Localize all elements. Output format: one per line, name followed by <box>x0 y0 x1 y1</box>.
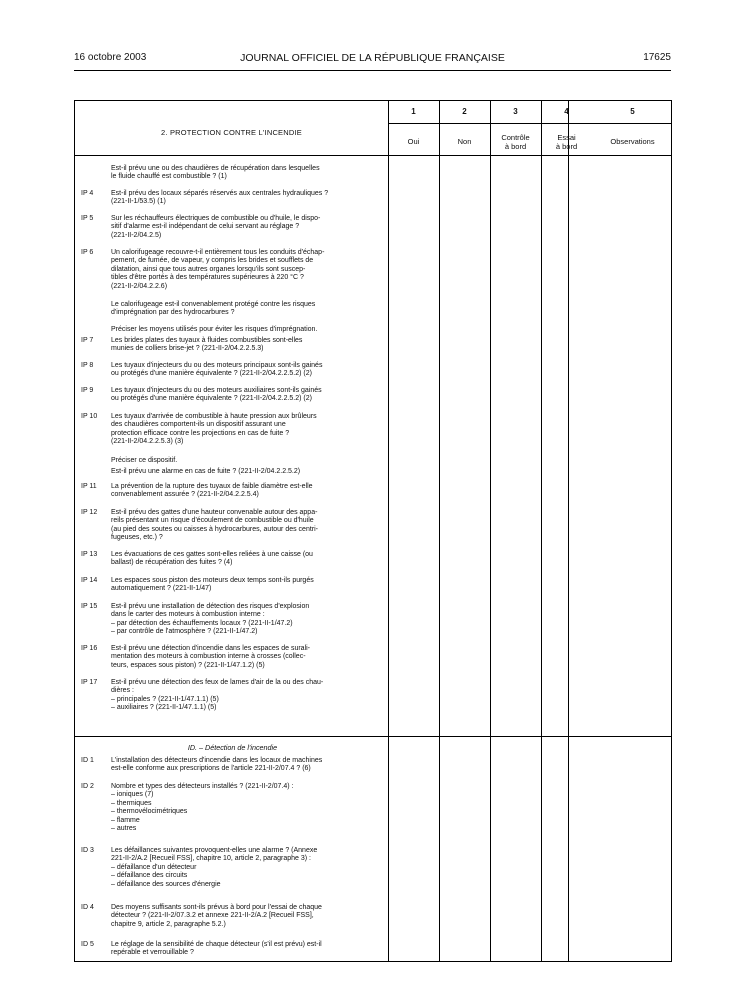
item-text: Préciser ce dispositif. <box>111 457 178 464</box>
item-text: Les tuyaux d'injecteurs du ou des moteurs auxiliaires sont-ils gainés ou protégés d'une manière équivalente ? (221-II-2/04.2.2.5.2) (2) <box>111 387 322 403</box>
item-text: Les évacuations de ces gattes sont-elles reliées à une caisse (ou ballast) de récupération des fuites ? (4) <box>111 551 313 567</box>
section-rule <box>75 736 671 737</box>
col-num-5: 5 <box>630 107 635 116</box>
col-divider <box>568 101 569 961</box>
item-text: Le calorifugeage est-il convenablement protégé contre les risques d'imprégnation par des hydrocarbures ? <box>111 301 316 317</box>
header-bottom-rule <box>75 155 671 156</box>
item-code: ID 1 <box>81 757 94 764</box>
item-code: ID 3 <box>81 847 94 854</box>
inspection-table <box>74 100 672 962</box>
item-code: ID 2 <box>81 783 94 790</box>
item-text: Un calorifugeage recouvre-t-il entièrement tous les conduits d'échap- pement, de fumée, de vapeur, y compris les brides et soufflets de dilatation, ainsi que tous autres organes lorsqu'ils sont suscep- tibles d'être portés à des températures supérieures à 220 °C ? (221-II-2/04.2.2.6) <box>111 249 325 290</box>
header-rule <box>74 70 671 71</box>
col-divider <box>439 101 440 961</box>
item-text: Est-il prévu des locaux séparés réservés aux centrales hydrauliques ? (221-II-1/53.5) (1) <box>111 190 329 206</box>
item-code: IP 11 <box>81 483 97 490</box>
item-text: Est-il prévu des gattes d'une hauteur convenable autour des appa- reils présentant un risque d'écoulement de combustible ou d'huile (au pied des soutes ou caisses à hydrocarbures, autour des centri- fugeuses, etc.) ? <box>111 509 319 542</box>
item-text: Préciser les moyens utilisés pour éviter les risques d'imprégnation. <box>111 326 318 333</box>
item-code: IP 4 <box>81 190 94 197</box>
item-text: Sur les réchauffeurs électriques de combustible ou d'huile, le dispo- sitif d'alarme est-il indépendant de celui servant au réglage ? (221-II-2/04.2.5) <box>111 215 321 239</box>
item-code: IP 8 <box>81 362 94 369</box>
col-num-2: 2 <box>462 107 467 116</box>
item-text: Est-il prévu une détection d'incendie dans les espaces de surali- mentation des moteurs à combustion interne à crosses (collec- teurs, espaces sous piston) ? (221-II-1/47.1.2) (5) <box>111 645 311 669</box>
journal-title: JOURNAL OFFICIEL DE LA RÉPUBLIQUE FRANÇAISE <box>240 52 505 64</box>
item-text: Est-il prévu une détection des feux de lames d'air de la ou des chau- dières : – principales ? (221-II-1/47.1.1) (5) – auxiliaires ? (221-II-1/47.1.1) (5) <box>111 679 324 712</box>
item-code: ID 4 <box>81 904 94 911</box>
section-title: 2. PROTECTION CONTRE L'INCENDIE <box>161 128 302 137</box>
item-code: IP 6 <box>81 249 94 256</box>
id-section-title: ID. – Détection de l'incendie <box>187 743 278 752</box>
col-label-non: Non <box>457 137 472 146</box>
col-num-3: 3 <box>513 107 518 116</box>
col-label-oui: Oui <box>407 137 420 146</box>
item-text: Le réglage de la sensibilité de chaque détecteur (s'il est prévu) est-il repérable et verrouillable ? <box>111 941 322 957</box>
col-num-4: 4 <box>564 107 569 116</box>
item-text: Est-il prévu une installation de détection des risques d'explosion dans le carter des moteurs à combustion interne : – par détection des échauffements locaux ? (221-II-1/47.2) – par contrôle de l'atmosphère ? (221-II-1/47.2) <box>111 603 310 636</box>
page-number: 17625 <box>643 52 671 63</box>
item-code: IP 10 <box>81 413 98 420</box>
item-text: Les tuyaux d'arrivée de combustible à haute pression aux brûleurs des chaudières comportent-ils un dispositif assurant une protection efficace contre les projections en cas de fuite ? (221-II-2/04.2.2.5.3) (3) <box>111 413 317 446</box>
item-code: IP 7 <box>81 337 94 344</box>
item-text: Les brides plates des tuyaux à fluides combustibles sont-elles munies de colliers brise-jet ? (221-II-2/04.2.2.5.3) <box>111 337 303 353</box>
item-code: ID 5 <box>81 941 94 948</box>
col-label-observations: Observations <box>610 137 655 146</box>
item-text: Les défaillances suivantes provoquent-elles une alarme ? (Annexe 221-II-2/A.2 [Recueil FSS], chapitre 10, article 2, paragraphe 3) : – défaillance d'un détecteur – défaillance des circuits – défaillance des sources d'énergie <box>111 847 318 888</box>
col-divider <box>388 101 389 961</box>
item-text: Les tuyaux d'injecteurs du ou des moteurs principaux sont-ils gainés ou protégés d'une manière équivalente ? (221-II-2/04.2.2.5.2) (2) <box>111 362 323 378</box>
item-code: IP 15 <box>81 603 98 610</box>
item-code: IP 9 <box>81 387 94 394</box>
item-code: IP 14 <box>81 577 98 584</box>
header-date: 16 octobre 2003 <box>74 52 147 63</box>
item-code: IP 16 <box>81 645 98 652</box>
item-text: Est-il prévu une alarme en cas de fuite ? (221-II-2/04.2.2.5.2) <box>111 468 301 475</box>
item-code: IP 17 <box>81 679 98 686</box>
header-split <box>388 123 671 124</box>
col-divider <box>490 101 491 961</box>
col-label-controle: Contrôle à bord <box>501 133 530 151</box>
item-text: Des moyens suffisants sont-ils prévus à bord pour l'essai de chaque détecteur ? (221-II-2/07.3.2 et annexe 221-II-2/A.2 [Recueil FSS], chapitre 9, article 2, paragraphe 5.2.) <box>111 904 322 928</box>
col-num-1: 1 <box>411 107 416 116</box>
page-header <box>74 52 671 66</box>
item-code: IP 5 <box>81 215 94 222</box>
item-text: Est-il prévu une ou des chaudières de récupération dans lesquelles le fluide chauffé est combustible ? (1) <box>111 165 320 181</box>
col-divider <box>541 101 542 961</box>
item-code: IP 13 <box>81 551 98 558</box>
item-code: IP 12 <box>81 509 98 516</box>
item-text: La prévention de la rupture des tuyaux de faible diamètre est-elle convenablement assurée ? (221-II-2/04.2.2.5.4) <box>111 483 313 499</box>
item-text: Nombre et types des détecteurs installés ? (221-II-2/07.4) : – ioniques (7) – thermiques – thermovélocimétriques – flamme – autres <box>111 783 294 833</box>
item-text: L'installation des détecteurs d'incendie dans les locaux de machines est-elle conforme aux prescriptions de l'article 221-II-2/07.4 ? (6) <box>111 757 323 773</box>
col-label-essai: Essai à bord <box>555 133 578 151</box>
item-text: Les espaces sous piston des moteurs deux temps sont-ils purgés automatiquement ? (221-II-1/47) <box>111 577 314 593</box>
